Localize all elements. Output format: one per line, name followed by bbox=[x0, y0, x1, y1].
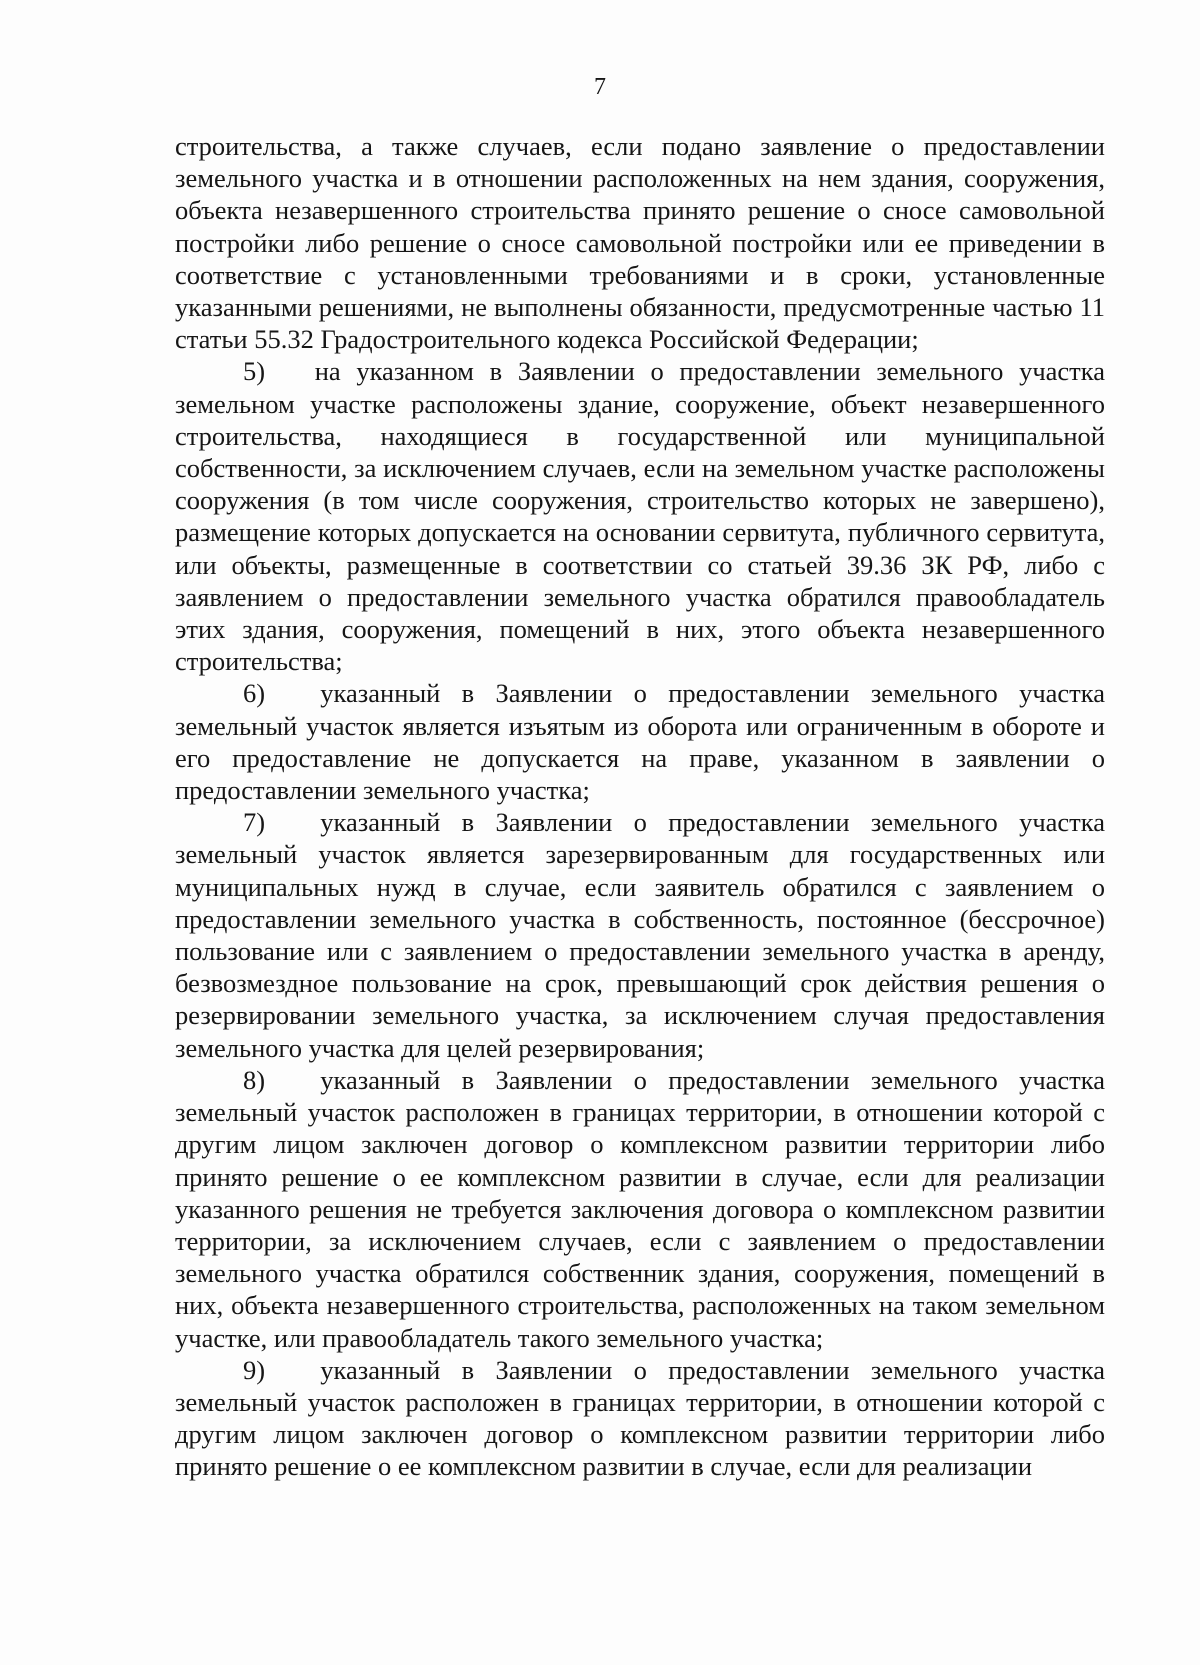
list-item-number: 9) bbox=[243, 1354, 266, 1385]
list-item-number: 5) bbox=[243, 356, 266, 387]
paragraph-text: указанный в Заявлении о предоставлении земельного участка земельный участок является зарезервированным для государственных или муниципальных нужд в случае, если заявитель обратился с заявлением о предоставлении земельного участка в собственность, постоянное (бессрочное) пользование или с заявлением о предоставлении земельного участка в аренду, безвозмездное пользование на срок, превышающий срок действия решения о резервировании земельного участка, за исключением случая предоставления земельного участка для целей резервирования; bbox=[175, 807, 1105, 1063]
paragraph-continuation bbox=[175, 130, 1105, 355]
list-item-number: 8) bbox=[243, 1064, 266, 1095]
list-item-6 bbox=[175, 677, 1105, 806]
paragraph-text: строительства, а также случаев, если подано заявление о предоставлении земельного участка и в отношении расположенных на нем здания, сооружения, объекта незавершенного строительства принято решение о сносе самовольной постройки либо решение о сносе самовольной постройки или ее приведении в соответствие с установленными требованиями и в сроки, установленные указанными решениями, не выполнены обязанности, предусмотренные частью 11 статьи 55.32 Градостроительного кодекса Российской Федерации; bbox=[175, 131, 1105, 355]
paragraph-text: указанный в Заявлении о предоставлении земельного участка земельный участок является изъятым из оборота или ограниченным в обороте и его предоставление не допускается на праве, указанном в заявлении о предоставлении земельного участка; bbox=[175, 678, 1105, 806]
paragraph-text: указанный в Заявлении о предоставлении земельного участка земельный участок расположен в границах территории, в отношении которой с другим лицом заключен договор о комплексном развитии территории либо принято решение о ее комплексном развитии в случае, если для реализации bbox=[175, 1354, 1105, 1482]
list-item-number: 7) bbox=[243, 807, 266, 838]
list-item-7 bbox=[175, 806, 1105, 1064]
list-item-5 bbox=[175, 355, 1105, 677]
list-item-number: 6) bbox=[243, 678, 266, 709]
paragraph-text: на указанном в Заявлении о предоставлении земельного участка земельном участке расположены здание, сооружение, объект незавершенного строительства, находящиеся в государственной или муниципальной собственности, за исключением случаев, если на земельном участке расположены сооружения (в том числе сооружения, строительство которых не завершено), размещение которых допускается на основании сервитута, публичного сервитута, или объекты, размещенные в соответствии со статьей 39.36 ЗК РФ, либо с заявлением о предоставлении земельного участка обратился правообладатель этих здания, сооружения, помещений в них, этого объекта незавершенного строительства; bbox=[175, 356, 1106, 677]
page-number: 7 bbox=[594, 74, 606, 100]
list-item-9 bbox=[175, 1354, 1105, 1483]
document-body bbox=[175, 130, 1105, 1483]
list-item-8 bbox=[175, 1064, 1105, 1354]
paragraph-text: указанный в Заявлении о предоставлении земельного участка земельный участок расположен в границах территории, в отношении которой с другим лицом заключен договор о комплексном развитии территории либо принято решение о ее комплексном развитии в случае, если для реализации указанного решения не требуется заключения договора о комплексном развитии территории, за исключением случаев, если с заявлением о предоставлении земельного участка обратился собственник здания, сооружения, помещений в них, объекта незавершенного строительства, расположенных на таком земельном участке, или правообладатель такого земельного участка; bbox=[175, 1064, 1105, 1353]
